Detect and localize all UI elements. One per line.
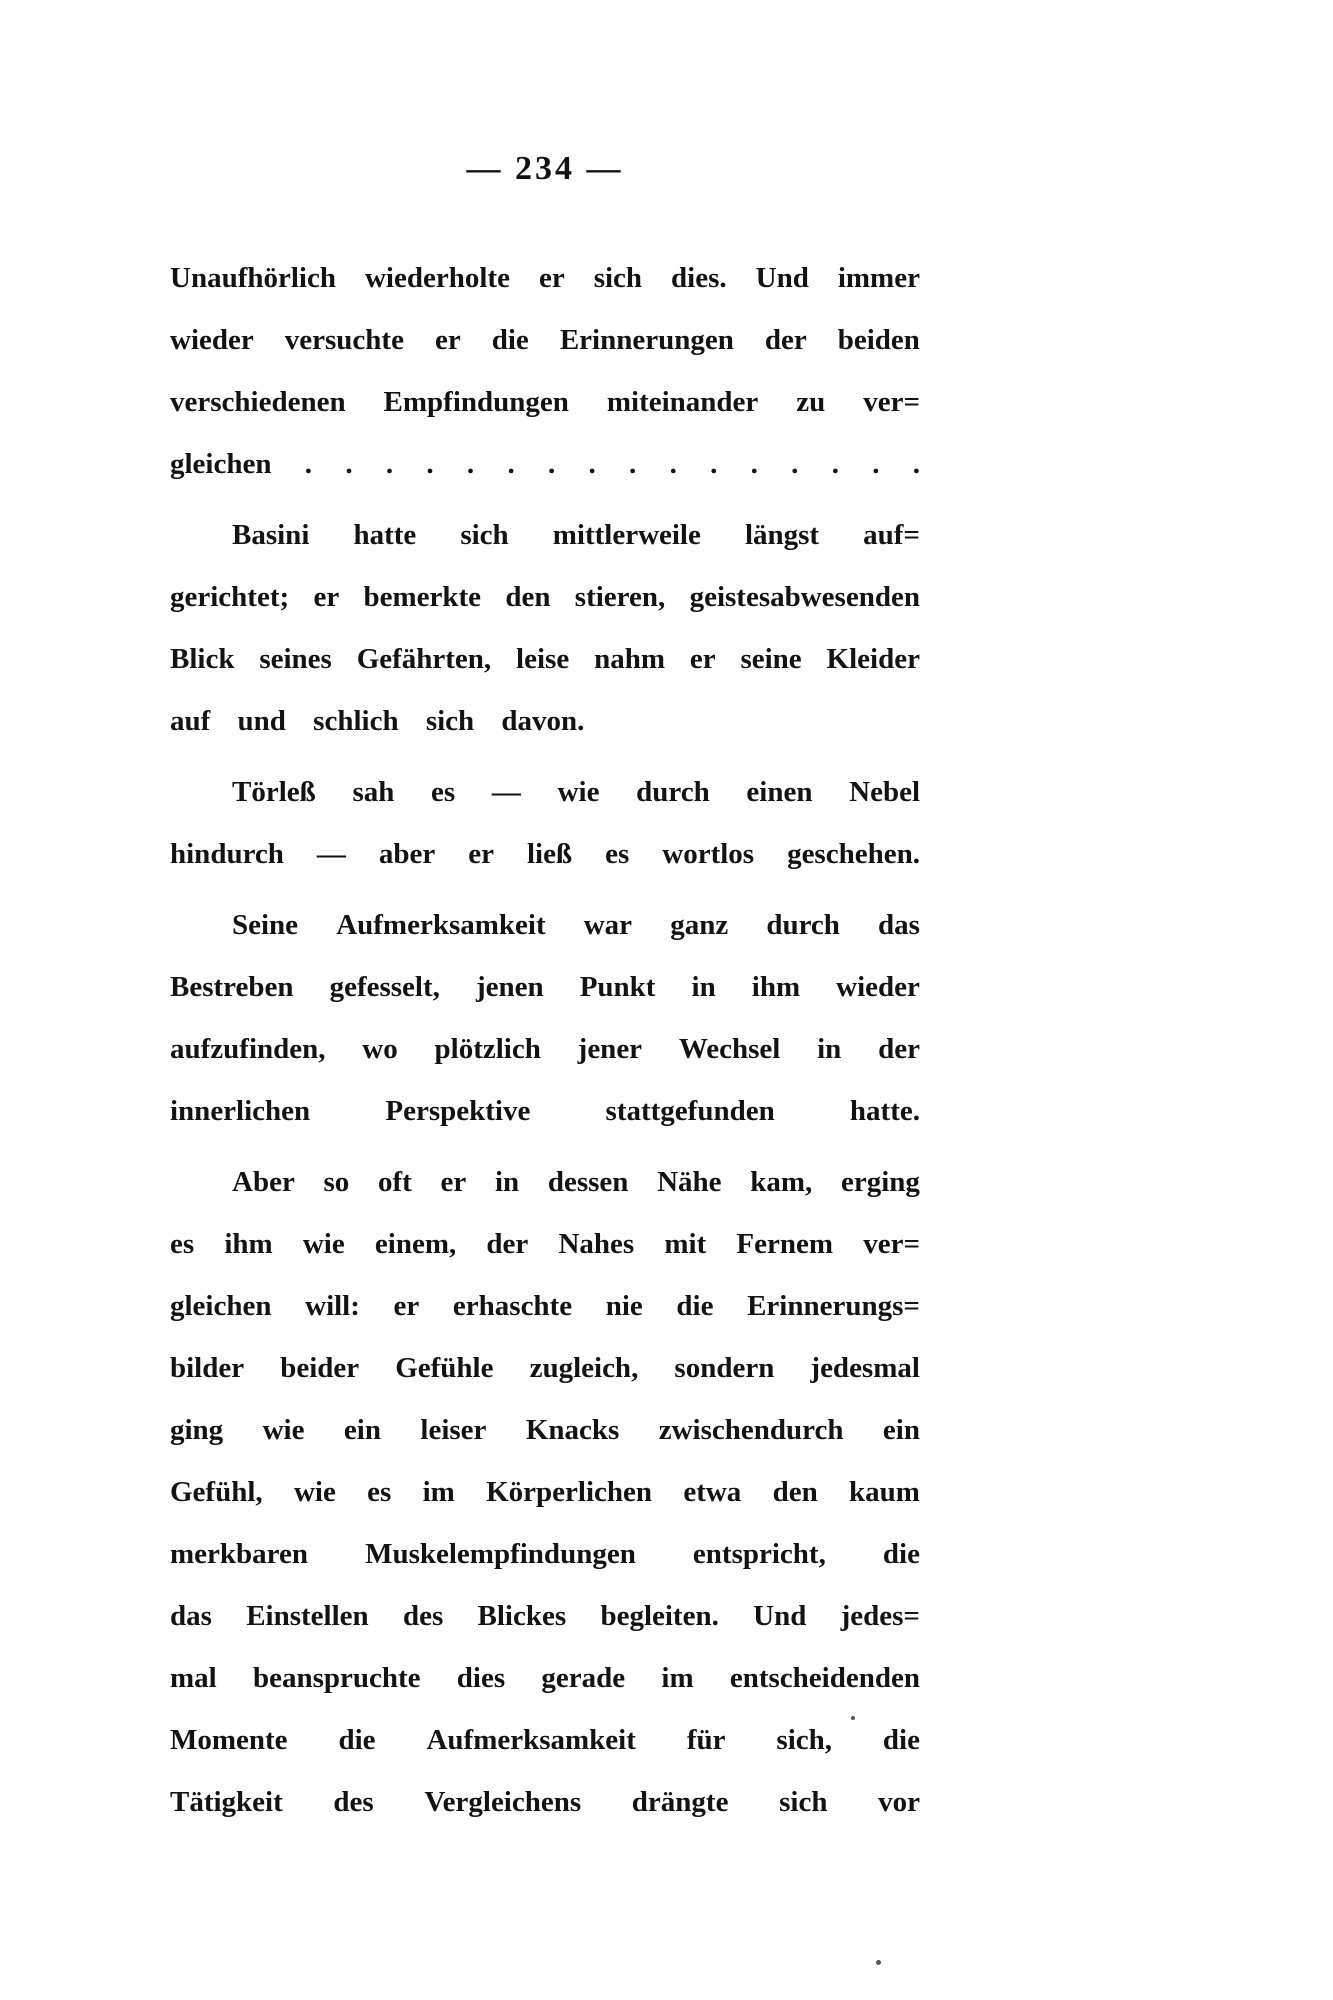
word: Perspektive xyxy=(385,1095,531,1127)
word: beider xyxy=(280,1352,360,1384)
word: ver= xyxy=(863,1228,920,1260)
paragraph xyxy=(170,761,920,885)
text-line xyxy=(170,628,920,690)
word: . xyxy=(426,448,434,480)
word: Blickes xyxy=(477,1600,567,1632)
word: längst xyxy=(744,519,820,551)
word: es xyxy=(170,1228,195,1260)
word: mittlerweile xyxy=(552,519,701,551)
word: das xyxy=(170,1600,212,1632)
word: der xyxy=(878,1033,920,1065)
word: Tätigkeit xyxy=(170,1786,283,1818)
word: geistesabwesenden xyxy=(689,581,920,613)
word: . xyxy=(669,448,677,480)
word: hatte xyxy=(353,519,417,551)
word: entspricht, xyxy=(692,1538,826,1570)
word: Nebel xyxy=(849,776,920,808)
word: sich, xyxy=(776,1724,832,1756)
word: stieren, xyxy=(574,581,666,613)
word: wie xyxy=(302,1228,345,1260)
word: in xyxy=(494,1166,520,1198)
word: seine xyxy=(740,643,802,675)
word: einem, xyxy=(374,1228,457,1260)
word: wie xyxy=(262,1414,305,1446)
text-line xyxy=(170,1213,920,1275)
text-line xyxy=(170,504,920,566)
word: dies xyxy=(456,1662,506,1694)
text-line xyxy=(170,956,920,1018)
word: aber xyxy=(378,838,436,870)
word: geschehen. xyxy=(787,838,920,870)
word: Kleider xyxy=(826,643,920,675)
word: der xyxy=(764,324,807,356)
word: ver= xyxy=(863,386,920,418)
word: gefesselt, xyxy=(329,971,440,1003)
word: . xyxy=(547,448,556,480)
word: war xyxy=(583,909,633,941)
word: wortlos xyxy=(662,838,755,870)
word: wiederholte xyxy=(364,262,510,294)
word: ein xyxy=(343,1414,381,1446)
word: hatte. xyxy=(849,1095,920,1127)
word: . xyxy=(304,448,313,480)
word: entscheidenden xyxy=(729,1662,920,1694)
word: für xyxy=(686,1724,726,1756)
word: er xyxy=(538,262,565,294)
word: die xyxy=(491,324,529,356)
word: mit xyxy=(664,1228,707,1260)
text-line xyxy=(170,371,920,433)
word: jedes= xyxy=(840,1600,920,1632)
word: leiser xyxy=(420,1414,487,1446)
word: Nähe xyxy=(657,1166,722,1198)
word: . xyxy=(588,448,596,480)
word: Punkt xyxy=(579,971,656,1003)
word: der xyxy=(486,1228,529,1260)
word: Vergleichens xyxy=(424,1786,582,1818)
word: zu xyxy=(796,386,826,418)
word: Fernem xyxy=(736,1228,834,1260)
word: gleichen xyxy=(170,448,272,480)
word: kam, xyxy=(750,1166,813,1198)
word: Seine xyxy=(232,909,299,941)
word: erging xyxy=(840,1166,920,1198)
word: wie xyxy=(293,1476,336,1508)
word: die xyxy=(882,1538,920,1570)
word: Aufmerksamkeit xyxy=(426,1724,636,1756)
word: Erinnerungen xyxy=(559,324,734,356)
word: oft xyxy=(378,1166,412,1198)
word: im xyxy=(422,1476,455,1508)
word: — xyxy=(316,838,346,870)
word: Momente xyxy=(170,1724,288,1756)
word: wieder xyxy=(836,971,920,1003)
word: Und xyxy=(755,262,809,294)
word: auf= xyxy=(863,519,920,551)
word: versuchte xyxy=(284,324,404,356)
word: . xyxy=(750,448,758,480)
word: Törleß xyxy=(232,776,316,808)
word: die xyxy=(338,1724,376,1756)
word: nahm xyxy=(594,643,665,675)
word: ein xyxy=(882,1414,920,1446)
word: Und xyxy=(753,1600,807,1632)
word: es xyxy=(431,776,456,808)
text-line xyxy=(170,761,920,823)
word: Nahes xyxy=(558,1228,635,1260)
word: durch xyxy=(766,909,840,941)
text-line xyxy=(170,1151,920,1213)
word: er xyxy=(313,581,340,613)
word: stattgefunden xyxy=(605,1095,775,1127)
word: zugleich, xyxy=(529,1352,639,1384)
word: gleichen xyxy=(170,1290,272,1322)
word: vor xyxy=(878,1786,920,1818)
page-number: — 234 — xyxy=(466,150,624,187)
word: . xyxy=(507,448,515,480)
word: jenen xyxy=(475,971,544,1003)
word: das xyxy=(878,909,920,941)
word: dessen xyxy=(547,1166,629,1198)
word: seines xyxy=(259,643,332,675)
text-block xyxy=(170,247,920,1833)
word: Basini xyxy=(232,519,310,551)
word: bemerkte xyxy=(363,581,482,613)
paragraph xyxy=(170,504,920,752)
text-line xyxy=(170,566,920,628)
word: dies. xyxy=(671,262,727,294)
word: wo xyxy=(362,1033,398,1065)
text-line xyxy=(170,1585,920,1647)
word: er xyxy=(434,324,461,356)
text-line xyxy=(170,309,920,371)
word: Blick xyxy=(170,643,235,675)
text-line xyxy=(170,1018,920,1080)
text-line xyxy=(170,1080,920,1142)
word: Erinnerungs= xyxy=(747,1290,920,1322)
text-line xyxy=(170,1337,920,1399)
word: ließ xyxy=(526,838,573,870)
scan-artifact-dot xyxy=(876,1960,881,1965)
word: Empfindungen xyxy=(383,386,569,418)
word: er xyxy=(440,1166,467,1198)
word: jener xyxy=(577,1033,643,1065)
word: . xyxy=(710,448,718,480)
text-line xyxy=(170,1523,920,1585)
word: die xyxy=(882,1724,920,1756)
word: ganz xyxy=(670,909,729,941)
word: will: xyxy=(305,1290,360,1322)
word: sich xyxy=(779,1786,828,1818)
word: immer xyxy=(837,262,920,294)
word: Körperlichen xyxy=(486,1476,653,1508)
word: Bestreben xyxy=(170,971,294,1003)
word: kaum xyxy=(849,1476,920,1508)
word: sah xyxy=(352,776,395,808)
word: innerlichen xyxy=(170,1095,311,1127)
word: einen xyxy=(746,776,813,808)
word: den xyxy=(505,581,551,613)
word: Unaufhörlich xyxy=(170,262,336,294)
text-line xyxy=(170,433,920,495)
word: merkbaren xyxy=(170,1538,309,1570)
word: des xyxy=(402,1600,444,1632)
word: sich xyxy=(593,262,643,294)
word: Gefährten, xyxy=(356,643,492,675)
word: . xyxy=(831,448,839,480)
text-line xyxy=(170,1709,920,1771)
word: den xyxy=(772,1476,818,1508)
word: erhaschte xyxy=(452,1290,573,1322)
text-line xyxy=(170,1647,920,1709)
word: aufzufinden, xyxy=(170,1033,326,1065)
text-line xyxy=(170,1399,920,1461)
text-line xyxy=(170,894,920,956)
word: . xyxy=(629,448,637,480)
word: Aufmerksamkeit xyxy=(336,909,546,941)
word: wie xyxy=(557,776,600,808)
text-line xyxy=(170,1461,920,1523)
word: hindurch xyxy=(170,838,284,870)
word: leise xyxy=(516,643,570,675)
word: er xyxy=(468,838,494,870)
word: miteinander xyxy=(606,386,759,418)
word: es xyxy=(367,1476,392,1508)
text-line xyxy=(170,1771,920,1833)
word: in xyxy=(691,971,716,1003)
word: . xyxy=(345,448,353,480)
text-line xyxy=(170,1275,920,1337)
text-line xyxy=(170,823,920,885)
word: . xyxy=(872,448,880,480)
word: . xyxy=(466,448,475,480)
word: im xyxy=(661,1662,694,1694)
scan-artifact-dot xyxy=(851,1716,855,1720)
paragraph xyxy=(170,894,920,1142)
word: nie xyxy=(605,1290,643,1322)
word: in xyxy=(817,1033,842,1065)
word: Einstellen xyxy=(246,1600,369,1632)
word: mal xyxy=(170,1662,217,1694)
word: ihm xyxy=(751,971,801,1003)
word: sondern xyxy=(674,1352,775,1384)
word: etwa xyxy=(683,1476,742,1508)
word: . xyxy=(385,448,394,480)
word: begleiten. xyxy=(600,1600,719,1632)
word: er xyxy=(393,1290,420,1322)
text-line xyxy=(170,247,920,309)
word: er xyxy=(689,643,716,675)
word: des xyxy=(333,1786,374,1818)
word: jedesmal xyxy=(810,1352,920,1384)
word: . xyxy=(791,448,799,480)
word: plötzlich xyxy=(434,1033,541,1065)
word: Wechsel xyxy=(678,1033,781,1065)
word: bilder xyxy=(170,1352,245,1384)
word: Gefühl, xyxy=(170,1476,263,1508)
word: . xyxy=(912,448,920,480)
word: so xyxy=(323,1166,350,1198)
word: verschiedenen xyxy=(170,386,346,418)
word: es xyxy=(605,838,630,870)
word: beiden xyxy=(837,324,920,356)
word: sich xyxy=(460,519,509,551)
word: ging xyxy=(170,1414,224,1446)
word: Knacks xyxy=(525,1414,620,1446)
word: ihm xyxy=(224,1228,273,1260)
word: wieder xyxy=(170,324,254,356)
word: die xyxy=(676,1290,714,1322)
word: gerade xyxy=(541,1662,626,1694)
paragraph xyxy=(170,1151,920,1833)
word: Aber xyxy=(232,1166,295,1198)
text-line: auf und schlich sich davon. xyxy=(170,705,585,737)
word: Gefühle xyxy=(395,1352,494,1384)
word: durch xyxy=(636,776,710,808)
word: — xyxy=(491,776,521,808)
word: zwischendurch xyxy=(658,1414,844,1446)
word: gerichtet; xyxy=(170,581,290,613)
paragraph xyxy=(170,247,920,495)
word: drängte xyxy=(631,1786,729,1818)
word: beanspruchte xyxy=(252,1662,421,1694)
word: Muskelempfindungen xyxy=(365,1538,636,1570)
